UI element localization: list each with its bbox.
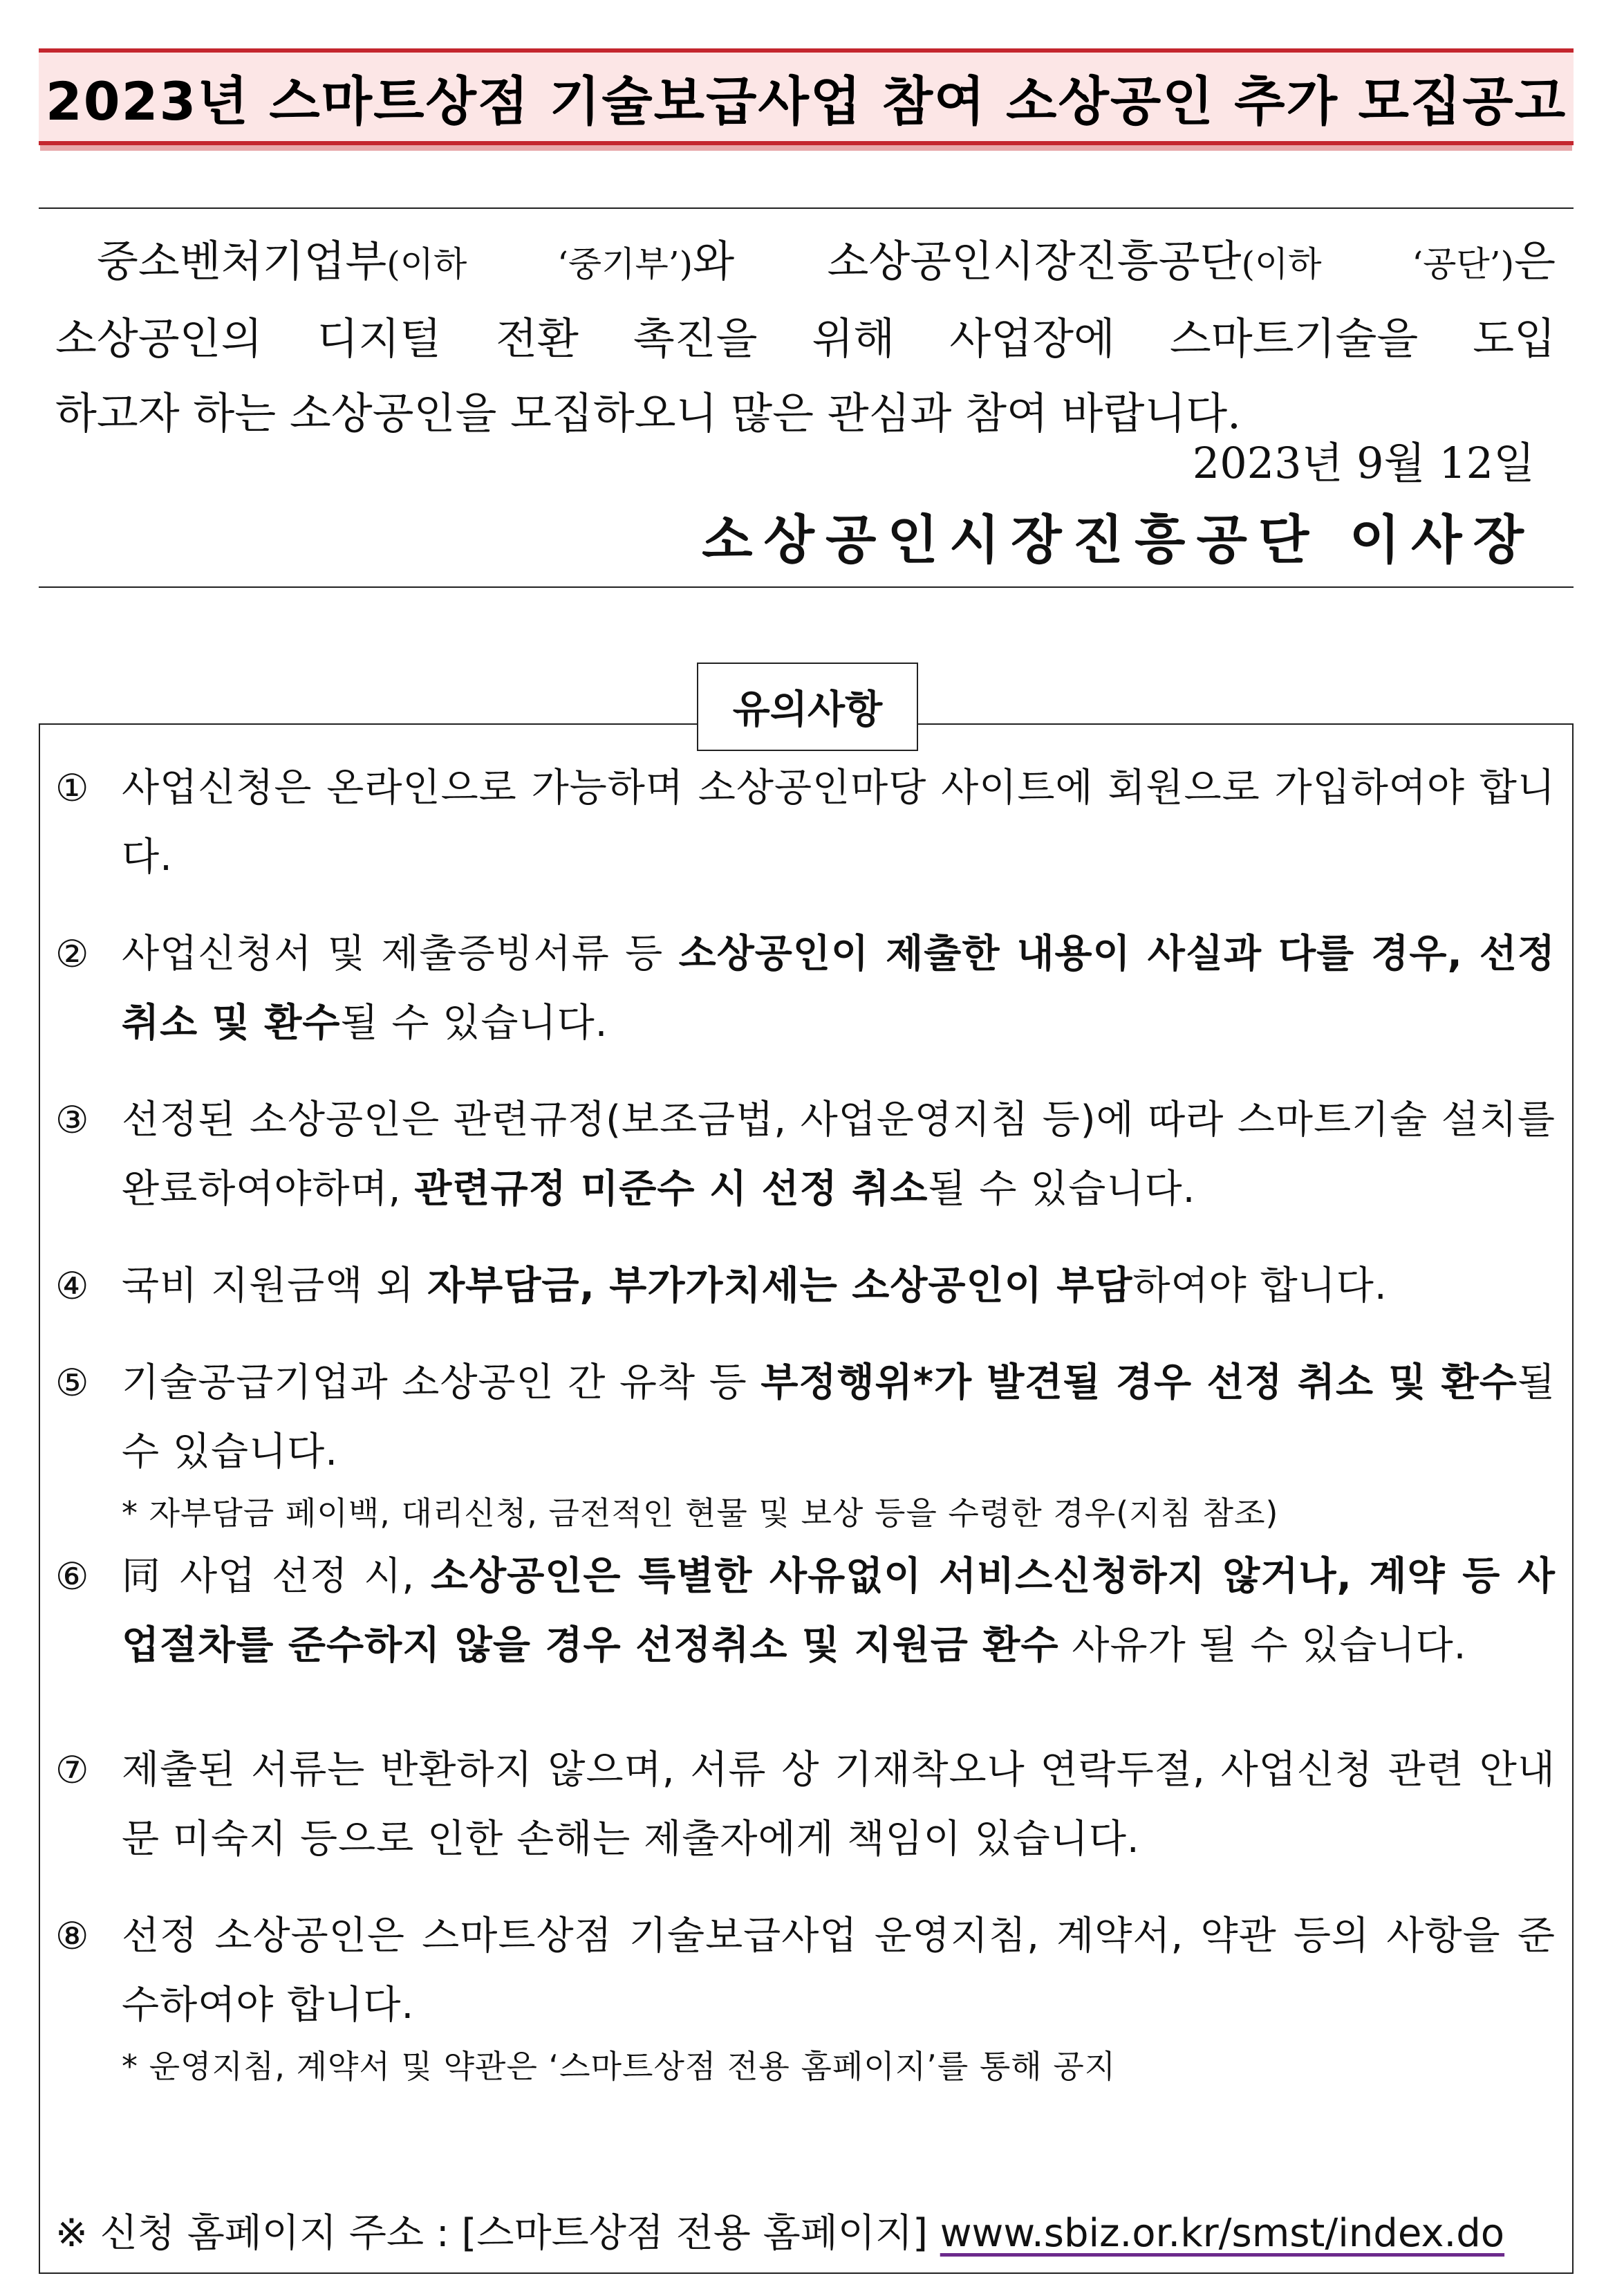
notice-item <box>55 1349 1556 1539</box>
item-text-part: 선정 소상공인은 스마트상점 기술보급사업 운영지침, 계약서, 약관 등의 사항을 준수하여야 합니다. <box>122 1914 1556 2028</box>
item-text-bold: 자부담금, 부가가치세는 소상공인이 부담 <box>427 1263 1133 1308</box>
intro-note: (이하 ‘중기부’) <box>386 244 693 284</box>
notice-item <box>55 1542 1556 1680</box>
intro-text: 와 소상공인시장진흥공단 <box>693 236 1242 286</box>
item-text <box>122 920 1556 1058</box>
item-footnote: * 운영지침, 계약서 및 약관은 ‘스마트상점 전용 홈페이지’를 통해 공지 <box>122 2048 1117 2085</box>
item-number: ④ <box>55 1264 89 1308</box>
item-text-part: 同 사업 선정 시, <box>122 1554 431 1599</box>
item-footnote: * 자부담금 페이백, 대리신청, 금전적인 현물 및 보상 등을 수령한 경우(지침 참조) <box>122 1494 1279 1532</box>
issuer-name: 소상공인시장진흥공단 이사장 <box>702 509 1535 571</box>
notice-item <box>55 1736 1556 1874</box>
item-number: ③ <box>55 1098 89 1142</box>
item-number: ② <box>55 932 89 976</box>
item-text <box>122 1252 1556 1321</box>
notice-item <box>55 754 1556 892</box>
item-number: ⑥ <box>55 1555 89 1598</box>
item-number: ① <box>55 766 89 810</box>
item-text-part: 선정된 소상공인은 관련규정(보조금법, 사업운영지침 등)에 따라 스마트기술 설치를 완료하여야하며, <box>122 1098 1556 1212</box>
item-text-part: 사유가 될 수 있습니다. <box>1058 1623 1467 1668</box>
item-text-part: 될 수 있습니다. <box>928 1167 1196 1212</box>
title-banner <box>39 48 1574 145</box>
intro-note: (이하 ‘공단’) <box>1241 244 1515 284</box>
notice-item <box>55 920 1556 1058</box>
item-text-part: 국비 지원금액 외 <box>122 1263 428 1308</box>
item-number: ⑤ <box>55 1361 89 1405</box>
item-text-bold: 부정행위*가 발견될 경우 선정 취소 및 환수 <box>760 1360 1518 1405</box>
announcement-date: 2023년 9월 12일 <box>1192 438 1535 488</box>
item-text-bold: 소상공인은 특별한 사유없이 서비스신청하지 않거나, 계약 등 사업절차를 준수하지 않을 경우 선정취소 및 지원금 환수 <box>122 1554 1556 1668</box>
item-text-part: 하여야 합니다. <box>1132 1263 1388 1308</box>
item-number: ⑦ <box>55 1748 89 1792</box>
item-text <box>122 1086 1556 1224</box>
footer-prefix: ※ 신청 홈페이지 주소 : [스마트상점 전용 홈페이지] <box>55 2211 940 2256</box>
item-text-part: 제출된 서류는 반환하지 않으며, 서류 상 기재착오나 연락두절, 사업신청 관련 안내문 미숙지 등으로 인한 손해는 제출자에게 책임이 있습니다. <box>122 1748 1556 1862</box>
intro-line-1 <box>55 224 1556 302</box>
item-text <box>122 1736 1556 1874</box>
notice-item <box>55 1902 1556 2093</box>
item-text-part: 될 수 있습니다. <box>340 1001 608 1046</box>
homepage-link[interactable]: www.sbiz.or.kr/smst/index.do <box>940 2211 1505 2256</box>
intro-line-2: 소상공인의 디지털 전환 촉진을 위해 사업장에 스마트기술을 도입 <box>55 313 1556 364</box>
item-text-part: 사업신청서 및 제출증빙서류 등 <box>122 932 679 976</box>
item-text <box>122 754 1556 892</box>
notice-item <box>55 1252 1556 1321</box>
notice-label: 유의사항 <box>697 663 918 751</box>
page-title: 2023년 스마트상점 기술보급사업 참여 소상공인 추가 모집공고 <box>45 70 1567 132</box>
notice-item <box>55 1086 1556 1224</box>
intro-paragraph <box>55 224 1556 451</box>
intro-section <box>39 207 1574 588</box>
footer-homepage <box>55 2199 1504 2268</box>
intro-text: 은 <box>1514 236 1556 286</box>
item-text-part: 될 수 있습니다. <box>122 1360 1556 1474</box>
item-number: ⑧ <box>55 1914 89 1958</box>
intro-line-3: 하고자 하는 소상공인을 모집하오니 많은 관심과 참여 바랍니다. <box>55 388 1241 438</box>
item-text <box>122 1902 1556 2040</box>
intro-text: 중소벤처기업부 <box>97 236 387 286</box>
item-text <box>122 1349 1556 1487</box>
item-text-bold: 관련규정 미준수 시 선정 취소 <box>414 1167 928 1212</box>
item-text-part: 기술공급기업과 소상공인 간 유착 등 <box>122 1360 761 1405</box>
item-text-part: 사업신청은 온라인으로 가능하며 소상공인마당 사이트에 회원으로 가입하여야 합니다. <box>122 766 1556 880</box>
item-text <box>122 1542 1556 1680</box>
item-text-bold: 소상공인이 제출한 내용이 사실과 다를 경우, 선정 취소 및 환수 <box>122 932 1556 1046</box>
